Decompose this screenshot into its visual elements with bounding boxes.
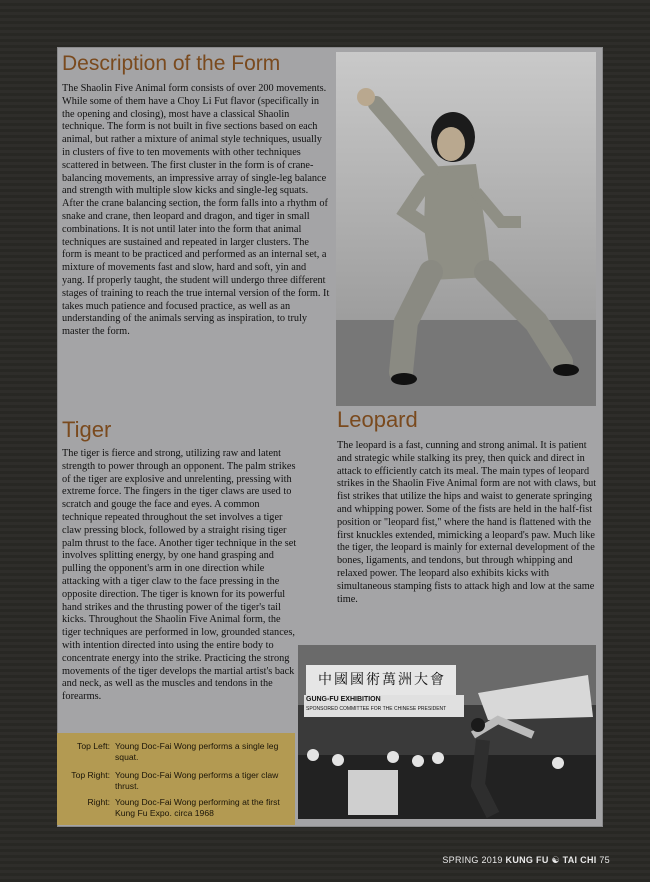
tiger-claw-photo [336,52,596,406]
footer-magazine-2: TAI CHI [562,855,597,865]
leopard-heading: Leopard [337,407,418,432]
footer-magazine: KUNG FU [505,855,549,865]
caption-label: Right: [87,797,110,807]
banner-chinese-text: 中國國術萬洲大會 [318,672,446,688]
photo-captions [57,733,295,825]
yin-yang-icon: ☯ [551,855,560,865]
kung-fu-expo-photo [298,645,596,819]
banner-line1: GUNG-FU EXHIBITION [306,696,381,703]
tiger-text: The tiger is fierce and strong, utilizing raw and latent strength to power through an opponent. The palm strikes of the tiger are explosive and unrelenting, pressing with extreme force. The fingers in the tiger claws are used to scratch and gouge the face and eyes. A common technique repeated throughout the set involves a tiger claw pressing block, followed by a straight rising tiger palm thrust to the face. Another tiger technique in the set involves splitting energy, by one hand grasping and pulling the opponent's arm in one direction while attacking with a tiger claw to the face pressing in the opposite direction. The tiger is known for its powerful hand strikes and the thrusting power of the tiger's tail kicks. Throughout the Shaolin Five Animal form, the tiger techniques are performed in low, grounded stances, with intention directed into using the entire body to concentrate energy into the strike. Practicing the strong movements of the tiger develops the martial artist's back and neck, as well as the muscles and tendons in the forearms. [62,448,297,703]
tiger-heading: Tiger [62,417,112,442]
banner-line2: SPONSORED COMMITTEE FOR THE CHINESE PRESIDENT [306,706,447,712]
description-text: The Shaolin Five Animal form consists of over 200 movements. While some of them have a Choy Li Fut flavor (specifically in the opening and closing), most have a classical Shaolin technique. The form is not built in five sections based on each animal, but rather a mixture of animal style techniques, usually in clusters of five to ten movements with other techniques scattered in between. The first cluster in the form is of crane-balancing movements, an impressive array of single-leg balance and strength with multiple slow kicks and single-leg squats. After the crane balancing section, the form falls into a rhythm of snake and crane, then leopard and dragon, and tiger in small combinations. It is not until later into the form that animal techniques are sustained and repeated in larger clusters. The form is meant to be practiced and performed as an internal set, a mixture of movements fast and slow, hard and soft, yin and yang. If properly taught, the student will undergo three different stages of training to reach the true internal version of the form. It takes much patience and focused practice, as well as an understanding of the animals serving as inspiration, to truly master the form. [62,83,330,338]
footer-season: SPRING 2019 [442,855,503,865]
leopard-text: The leopard is a fast, cunning and strong animal. It is patient and strategic while stalking its prey, then quick and direct in attack to efficiently catch its meal. The main types of leopard strikes in the Shaolin Five Animal form are not with claws, but fist strikes that utilize the hips and waist to generate springing and whipping power. Some of the fists are held in the half-fist position or "leopard fist," where the hand is flattened with the first knuckles extended, mimicking a leopard's paw. Much like the tiger, the leopard is mainly for external development of the bones, ligaments, and tendons, but through whipping and relaxed power. The leopard also exhibits kicks with simultaneous stamping fists to attack high and low at the same time. [337,440,597,605]
caption-label: Top Right: [71,770,110,780]
description-heading: Description of the Form [62,52,281,75]
caption-text: Young Doc-Fai Wong performs a tiger claw thrust. [115,770,279,791]
page-number: 75 [599,855,610,865]
caption-text: Young Doc-Fai Wong performs a single leg squat. [115,741,279,762]
caption-text: Young Doc-Fai Wong performing at the first Kung Fu Expo. circa 1968 [115,797,280,818]
page-footer [442,855,610,866]
caption-label: Top Left: [77,741,110,751]
